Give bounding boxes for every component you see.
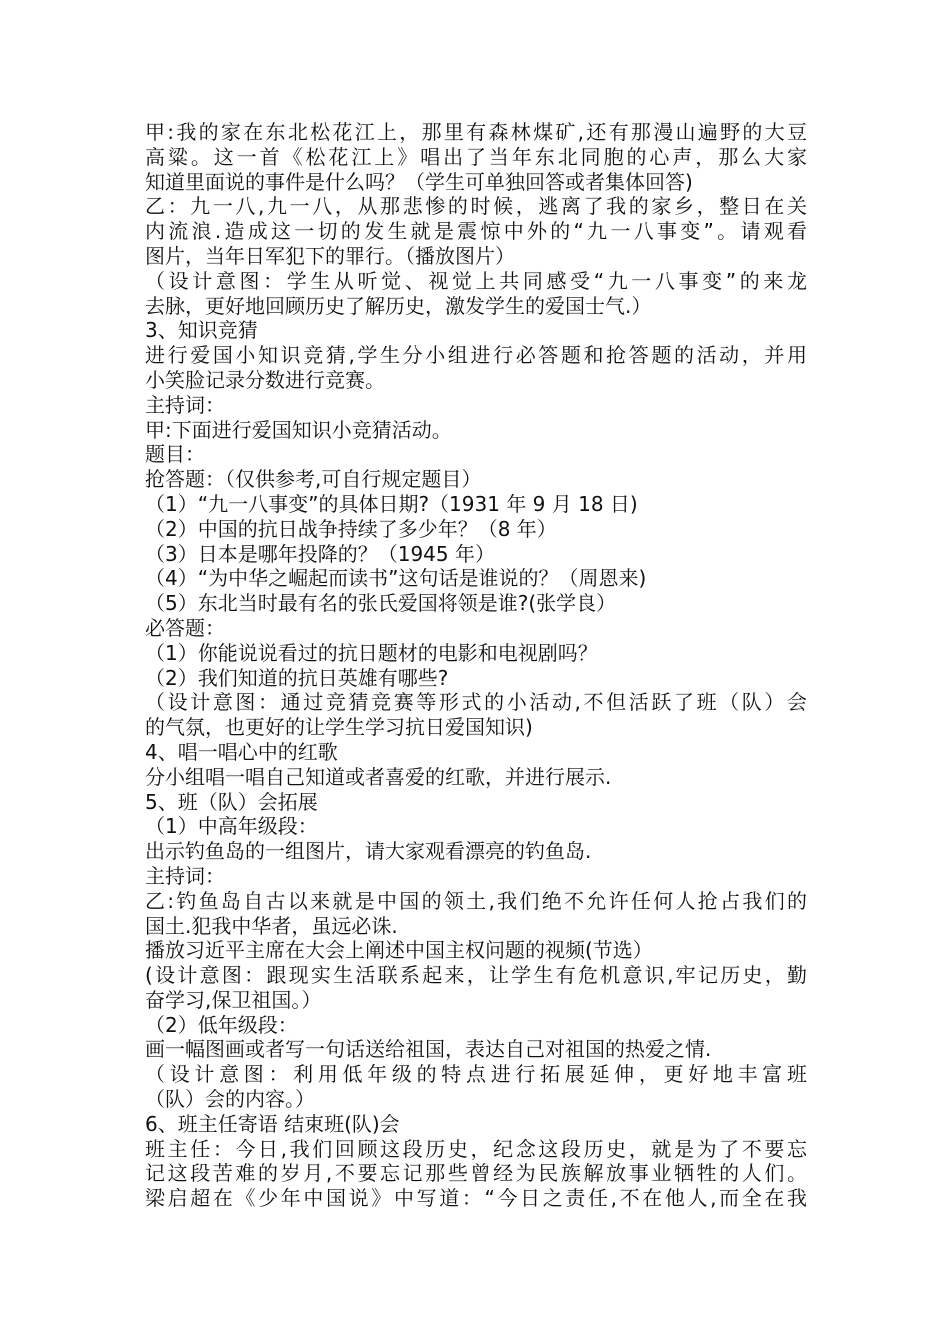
text-line: （1）“九一八事变”的具体日期?（1931 年 9 月 18 日) xyxy=(145,491,638,516)
text-line: 画一幅图画或者写一句话送给祖国，表达自己对祖国的热爱之情. xyxy=(145,1037,712,1062)
text-line: （设计意图：通过竞猜竞赛等形式的小活动,不但活跃了班（队）会 xyxy=(145,690,807,715)
text-line: 5、班（队）会拓展 xyxy=(145,789,318,814)
text-line: 小笑脸记录分数进行竞赛。 xyxy=(145,367,385,392)
text-line: 去脉，更好地回顾历史了解历史，激发学生的爱国士气.） xyxy=(145,293,652,318)
text-line: （1）你能说说看过的抗日题材的电影和电视剧吗？ xyxy=(145,640,598,665)
text-line: 主持词： xyxy=(145,392,225,417)
text-line: （4）“为中华之崛起而读书”这句话是谁说的？（周恩来) xyxy=(145,566,647,591)
text-line: 高粱。这一首《松花江上》唱出了当年东北同胞的心声，那么大家 xyxy=(145,144,807,169)
text-line: （队）会的内容。） xyxy=(145,1087,315,1112)
text-line: 抢答题：（仅供参考,可自行规定题目） xyxy=(145,467,482,492)
text-line: （1）中高年级段： xyxy=(145,814,318,839)
text-line: 的气氛，也更好的让学生学习抗日爱国知识) xyxy=(145,715,533,740)
text-line: （2）低年级段： xyxy=(145,1012,298,1037)
text-line: 甲:我的家在东北松花江上，那里有森林煤矿,还有那漫山遍野的大豆 xyxy=(145,120,807,144)
document-body xyxy=(145,120,807,1211)
text-line: 播放习近平主席在大会上阐述中国主权问题的视频(节选） xyxy=(145,938,653,963)
text-line: 分小组唱一唱自己知道或者喜爱的红歌，并进行展示. xyxy=(145,764,612,789)
text-line: 国土.犯我中华者，虽远必诛. xyxy=(145,913,398,938)
text-line: 3、知识竞猜 xyxy=(145,318,258,343)
text-line: 题目： xyxy=(145,442,205,467)
text-line: (设计意图：跟现实生活联系起来，让学生有危机意识,牢记历史，勤 xyxy=(145,963,807,988)
text-line: （2）我们知道的抗日英雄有哪些? xyxy=(145,665,449,690)
text-line: 乙:钓鱼岛自古以来就是中国的领土,我们绝不允许任何人抢占我们的 xyxy=(145,888,807,913)
text-line: （3）日本是哪年投降的？（1945 年） xyxy=(145,541,495,566)
text-line: 出示钓鱼岛的一组图片，请大家观看漂亮的钓鱼岛. xyxy=(145,839,592,864)
text-line: 4、唱一唱心中的红歌 xyxy=(145,739,338,764)
text-line: 6、班主任寄语 结束班(队)会 xyxy=(145,1111,400,1136)
text-line: （设计意图：利用低年级的特点进行拓展延伸，更好地丰富班 xyxy=(145,1062,807,1087)
text-line: （设计意图：学生从听觉、视觉上共同感受“九一八事变”的来龙 xyxy=(145,268,807,293)
text-line: 记这段苦难的岁月,不要忘记那些曾经为民族解放事业牺牲的人们。 xyxy=(145,1161,807,1186)
text-line: （5）东北当时最有名的张氏爱国将领是谁?(张学良） xyxy=(145,591,617,616)
text-line: 主持词： xyxy=(145,863,225,888)
text-line: 必答题： xyxy=(145,615,225,640)
text-line: 甲:下面进行爱国知识小竞猜活动。 xyxy=(145,417,452,442)
text-line: 图片，当年日军犯下的罪行。（播放图片） xyxy=(145,243,515,268)
text-line: 进行爱国小知识竞猜,学生分小组进行必答题和抢答题的活动，并用 xyxy=(145,343,807,368)
text-line: 知道里面说的事件是什么吗？（学生可单独回答或者集体回答) xyxy=(145,169,693,194)
text-line: 奋学习,保卫祖国。） xyxy=(145,987,322,1012)
text-line: 内流浪.造成这一切的发生就是震惊中外的“九一八事变”。请观看 xyxy=(145,219,807,244)
text-line: 梁启超在《少年中国说》中写道：“今日之责任,不在他人,而全在我 xyxy=(145,1186,807,1211)
text-line: 班主任：今日,我们回顾这段历史，纪念这段历史，就是为了不要忘 xyxy=(145,1136,807,1161)
text-line: （2）中国的抗日战争持续了多少年？（8 年） xyxy=(145,516,557,541)
text-line: 乙：九一八,九一八，从那悲惨的时候，逃离了我的家乡，整日在关 xyxy=(145,194,807,219)
